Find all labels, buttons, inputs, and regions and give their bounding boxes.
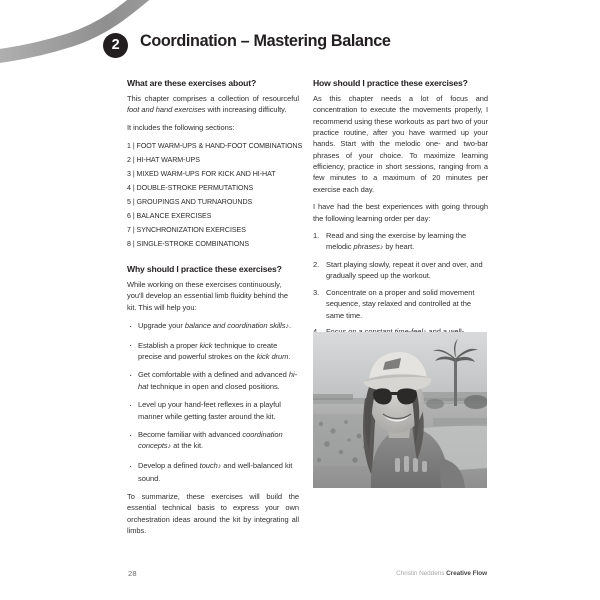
list-item bbox=[313, 287, 488, 321]
list-item: 4 | DOUBLE-STROKE PERMUTATIONS bbox=[127, 184, 254, 192]
text-run: Become familiar with advanced bbox=[138, 430, 243, 440]
text-run: Level up your hand-feet reflexes in a playful manner while getting faster around the kit. bbox=[138, 400, 281, 421]
emphasis-foot-hand-exercises: foot and hand exercises bbox=[127, 105, 206, 115]
left-section1-heading: What are these exercises about? bbox=[127, 78, 257, 88]
right-paragraph-b: I have had the best experiences with going through the following learning order per day: bbox=[313, 202, 488, 223]
list-item: 7 | SYNCHRONIZATION EXERCISES bbox=[127, 226, 246, 235]
right-section-heading: How should I practice these exercises? bbox=[313, 78, 468, 88]
list-item bbox=[127, 340, 299, 363]
text-run: Concentrate on a proper and solid movement sequence, stay relaxed and controlled at the same time. bbox=[326, 287, 475, 320]
note-marker-icon: ♪ bbox=[285, 323, 289, 331]
list-item bbox=[127, 399, 299, 422]
emphasis: touch bbox=[199, 461, 218, 471]
left-summary-paragraph: To summarize, these exercises will build the essential technical basis to express your own orchestration ideas around the kit by integrating all limbs. bbox=[127, 492, 299, 536]
emphasis: balance and coordination skills bbox=[184, 321, 286, 331]
page-header bbox=[103, 32, 503, 66]
benefits-bullet-list bbox=[127, 320, 299, 484]
emphasis: hi-hat bbox=[138, 370, 298, 391]
text-run: Develop a defined bbox=[138, 461, 200, 471]
page-title: Coordination – Mastering Balance bbox=[140, 32, 391, 50]
text-run: . bbox=[288, 352, 291, 362]
page-number: 28 bbox=[128, 569, 137, 578]
paragraph-text-run: This chapter comprises a collection of resourceful bbox=[127, 93, 299, 103]
list-item: 1 | FOOT WARM-UPS & HAND-FOOT COMBINATIONS bbox=[127, 141, 303, 150]
text-run: technique to create precise and powerful strokes on the bbox=[138, 340, 278, 362]
emphasis: coordination concepts bbox=[138, 430, 283, 451]
text-run: technique in open and closed positions. bbox=[148, 381, 280, 391]
text-run: Get comfortable with a defined and advanced bbox=[138, 370, 289, 380]
note-marker-icon: ♪ bbox=[379, 244, 384, 252]
left-section1-paragraph bbox=[127, 93, 299, 116]
list-item: 6 | BALANCE EXERCISES bbox=[127, 212, 212, 221]
list-item: 3 | MIXED WARM-UPS FOR KICK AND HI-HAT bbox=[127, 169, 276, 178]
text-run: Start playing slowly, repeat it over and over, and gradually speed up the workout. bbox=[326, 260, 483, 281]
list-item bbox=[313, 259, 488, 282]
text-run: Read and sing the exercise by learning the melodic bbox=[326, 231, 467, 252]
text-run: and well-balanced kit sound. bbox=[138, 461, 293, 483]
left-column bbox=[127, 78, 303, 543]
left-section1-intro: It includes the following sections: bbox=[127, 122, 235, 132]
chapter-photo bbox=[313, 332, 487, 488]
list-item bbox=[127, 460, 299, 484]
footer-brand: Creative Flow bbox=[446, 570, 487, 577]
left-section2-paragraph: While working on these exercises continuously, you'll develop an essential limb fluidity behind the kit. This will help you: bbox=[127, 279, 289, 312]
paragraph-text-run: with increasing difficulty. bbox=[205, 105, 287, 115]
list-item: 8 | SINGLE-STROKE COMBINATIONS bbox=[127, 240, 250, 249]
list-item: 5 | GROUPINGS AND TURNAROUNDS bbox=[127, 198, 253, 207]
footer-author: Christin Neddens bbox=[396, 570, 445, 577]
list-item bbox=[127, 320, 299, 333]
text-run: by heart. bbox=[383, 242, 415, 252]
right-paragraph-a: As this chapter needs a lot of focus and concentration to execute the movements properly, I recommend using these workouts as part two of your practice routine, after you have warmed up your hands. Start with the melodic one- and two-bar phrases of your choice. To maximize learning efficiency, practice in short sessions, ranging from a few minutes to a maximum of 20 minutes per exercise each day. bbox=[313, 93, 488, 194]
chapter-sections-list bbox=[127, 139, 303, 251]
list-item bbox=[127, 429, 299, 453]
chapter-number-badge: 2 bbox=[103, 33, 128, 58]
list-item: 2 | HI-HAT WARM-UPS bbox=[127, 155, 200, 164]
text-run: Upgrade your bbox=[138, 321, 185, 331]
note-marker-icon: ♪ bbox=[217, 463, 222, 471]
text-run: at the kit. bbox=[171, 441, 204, 451]
text-run: Establish a proper bbox=[138, 340, 200, 350]
text-run: . bbox=[289, 321, 292, 331]
list-item bbox=[127, 369, 299, 392]
emphasis: phrases bbox=[353, 242, 380, 252]
left-section2-heading: Why should I practice these exercises? bbox=[127, 264, 282, 275]
emphasis: kick bbox=[199, 340, 213, 350]
emphasis: kick drum bbox=[256, 352, 289, 362]
footer-credit bbox=[396, 570, 487, 577]
note-marker-icon: ♪ bbox=[167, 443, 172, 451]
right-column bbox=[313, 78, 488, 366]
list-item bbox=[313, 230, 488, 254]
